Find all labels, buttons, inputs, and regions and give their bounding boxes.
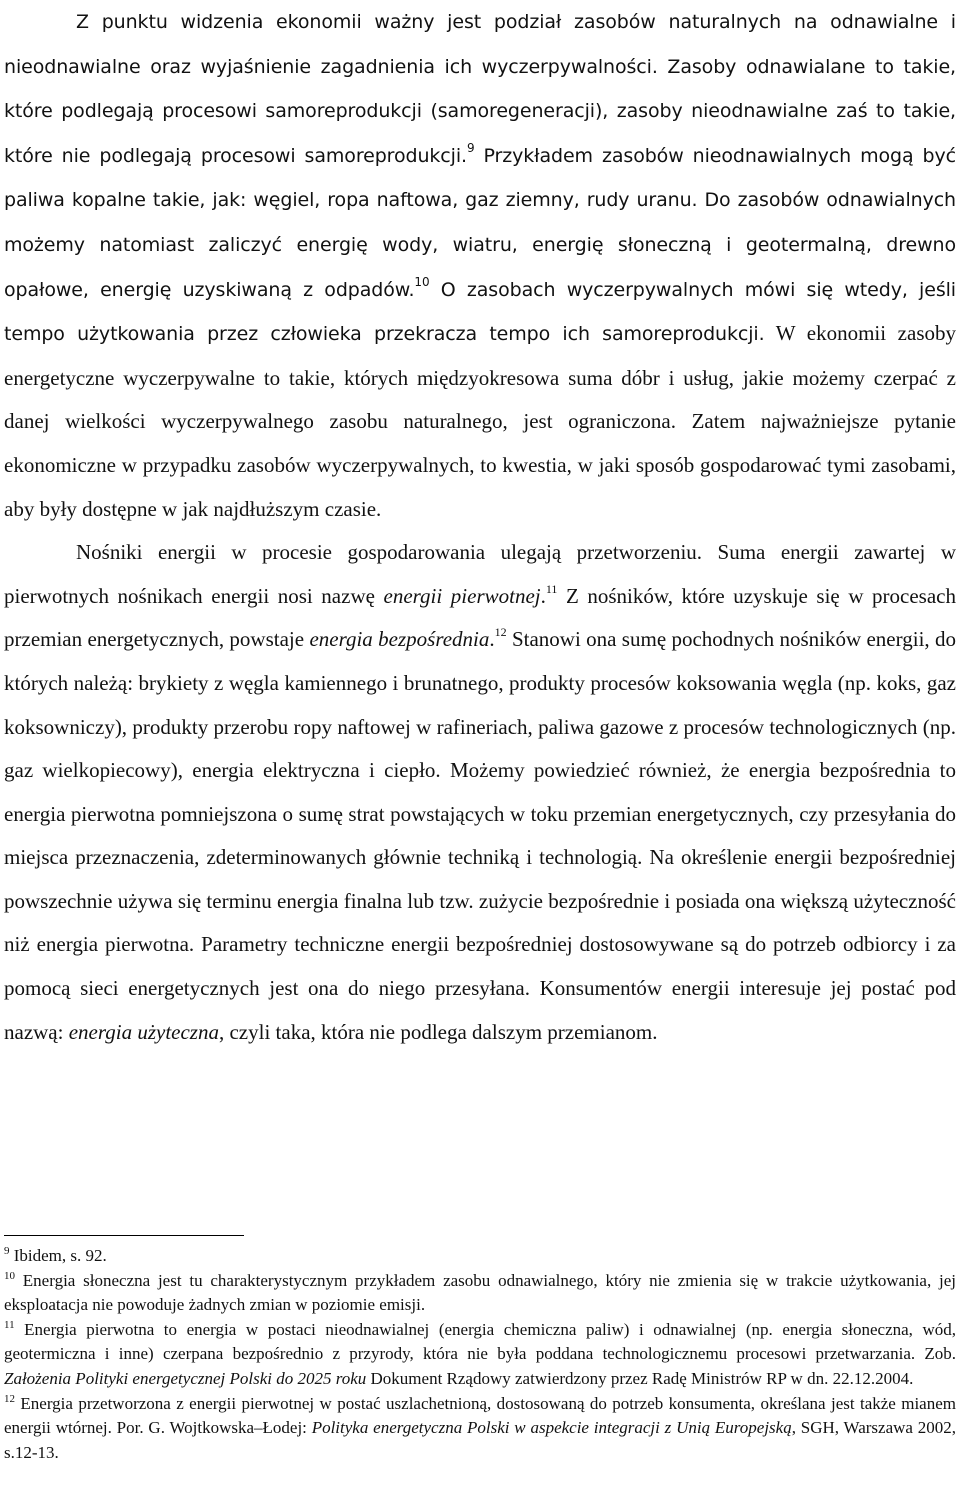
footnote-11	[4, 1318, 956, 1392]
term-useful-energy: energia użyteczna	[68, 1019, 219, 1044]
paragraph-energy	[4, 531, 956, 1054]
footnote-number: 11	[4, 1318, 15, 1331]
text-segment: O zasobach wyczerpywalnych mówi się wtedy, jeśli tempo użytkowania przez człowieka przekracza tempo ich samoreprodukcji.	[4, 278, 956, 346]
footnote-text: Energia słoneczna jest tu charakterystycznym przykładem zasobu odnawialnego, który nie zmienia się w trakcie użytkowania, jej eksploatacja nie powoduje żadnych zmian w poziomie emisji.	[4, 1270, 956, 1315]
footnote-number: 9	[4, 1245, 10, 1257]
footnote-ref-9: 9	[466, 140, 475, 155]
footnote-12	[4, 1392, 956, 1466]
document-page	[4, 0, 957, 1462]
text-segment: .	[489, 627, 495, 652]
text-segment: Z punktu widzenia ekonomii ważny jest podział zasobów naturalnych na odnawialne i nieodnawialne oraz wyjaśnienie zagadnienia ich wyczerpywalności. Zasoby odnawialane to takie, które podlegają procesowi samoreprodukcji (samoregeneracji), zasoby nieodnawialne zaś to takie, które nie podlegają procesowi samoreprodukcji.	[4, 11, 956, 167]
footnote-number: 10	[4, 1269, 15, 1282]
footnote-ref-10: 10	[414, 274, 430, 289]
text-segment: Przykładem zasobów nieodnawialnych mogą być paliwa kopalne takie, jak: węgiel, ropa naftowa, gaz ziemny, rudy uranu. Do zasobów odnawialnych możemy natomiast zaliczyć energię wody, wiatru, energię słoneczną i geotermalną, drewno opałowe, energię uzyskiwaną z odpadów.	[4, 144, 956, 301]
footnote-9	[4, 1244, 956, 1269]
text-segment: .	[540, 583, 546, 608]
text-segment: , czyli taka, która nie podlega dalszym przemianom.	[218, 1019, 658, 1044]
text-segment: W ekonomii zasoby energetyczne wyczerpywalne to takie, których międzyokresowa suma dóbr i usług, jakie możemy czerpać z danej wielkości wyczerpywalnego zasobu naturalnego, jest ograniczona. Zatem najważniejsze pytanie ekonomiczne w przypadku zasobów wyczerpywalnych, to kwestia, w jaki sposób gospodarować tymi zasobami, aby były dostępne w jak najdłuższym czasie.	[4, 321, 956, 521]
footnote-text: Energia pierwotna to energia w postaci nieodnawialnej (energia chemiczna paliw) i odnawialnej (np. energia słoneczna, wód, geotermiczna i inne) czerpana bezpośrednio z przyrody, która nie była poddana technologicznemu procesowi przetwarzania. Zob.	[4, 1319, 956, 1364]
text-segment: Nośniki energii w procesie gospodarowania ulegają przetworzeniu. Suma energii zawartej w pierwotnych nośnikach energii nosi nazwę	[4, 540, 956, 608]
footnote-text: Dokument Rządowy zatwierdzony przez Radę Ministrów RP w dn. 22.12.2004.	[366, 1368, 914, 1388]
footnotes	[4, 1244, 956, 1465]
term-direct-energy: energia bezpośrednia	[309, 627, 490, 652]
footnote-number: 12	[4, 1392, 15, 1405]
footnote-title: Założenia Polityki energetycznej Polski do 2025 roku	[4, 1368, 367, 1388]
footnote-text: , SGH, Warszawa 2002, s.12-13.	[4, 1418, 957, 1462]
paragraph-1-sans-part	[4, 11, 956, 345]
text-segment: Z nośników, które uzyskuje się w procesach przemian energetycznych, powstaje	[4, 583, 957, 652]
text-segment: Stanowi ona sumę pochodnych nośników energii, do których należą: brykiety z węgla kamiennego i brunatnego, produkty procesów koksowania węgla (np. koks, gaz koksowniczy), produkty przerobu ropy naftowej w rafineriach, paliwa gazowe z procesów technologicznych (np. gaz wielkopiecowy), energia elektryczna i ciepło. Możemy powiedzieć również, że energia bezpośrednia to energia pierwotna pomniejszona o sumę strat powstających w toku przemian energetycznych, czy przesyłania do miejsca przeznaczenia, zdeterminowanych głównie techniką i technologią. Na określenie energii bezpośredniej powszechnie używa się terminu energia finalna lub tzw. zużycie bezpośrednie i posiada ona większą użyteczność niż energia pierwotna. Parametry techniczne energii bezpośredniej dostosowywane są do potrzeb odbiorcy i za pomocą sieci energetycznych jest ona do niego przesyłana. Konsumentów energii interesuje jej postać pod nazwą:	[4, 627, 956, 1044]
paragraph-resources	[4, 0, 956, 531]
footnote-10	[4, 1269, 956, 1318]
footnote-text: Ibidem, s. 92.	[9, 1246, 107, 1265]
footnote-text: Energia przetworzona z energii pierwotnej w postać uszlachetnioną, dostosowaną do potrzeb konsumenta, określana jest także mianem energii wtórnej. Por. G. Wojtkowska–Łodej:	[4, 1393, 956, 1438]
footnote-separator	[4, 1235, 244, 1236]
footnote-ref-11: 11	[545, 581, 558, 596]
footnote-ref-12: 12	[494, 625, 507, 640]
term-primary-energy: energii pierwotnej	[383, 583, 541, 608]
footnote-title: Polityka energetyczna Polski w aspekcie integracji z Unią Europejską	[311, 1418, 792, 1438]
